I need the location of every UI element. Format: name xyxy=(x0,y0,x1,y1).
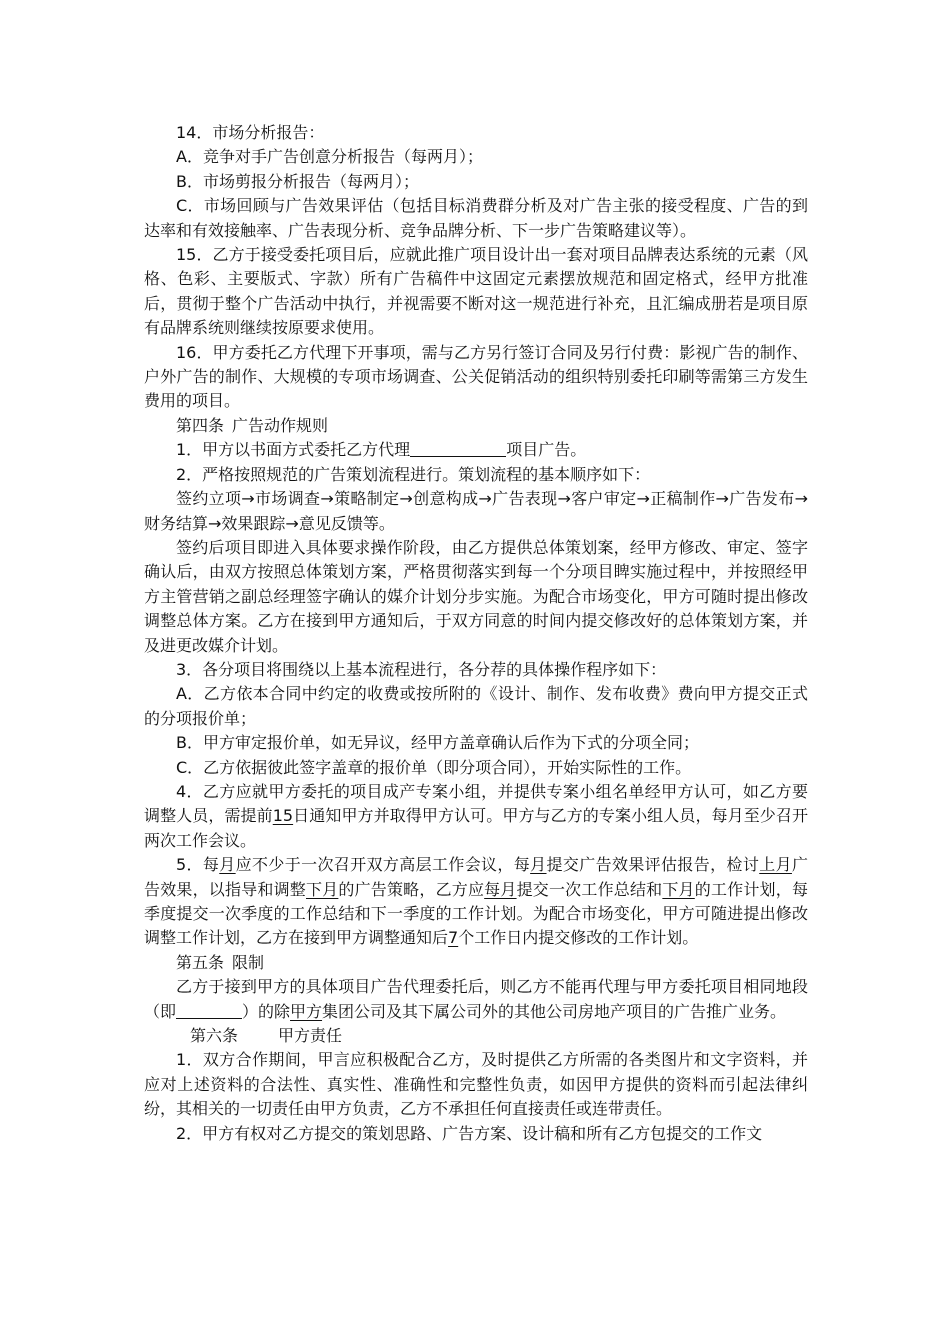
post-signing-paragraph: 签约后项目即进入具体要求操作阶段，由乙方提供总体策划案，经甲方修改、审定、签字确认后，由双方按照总体策划方案，严格贯彻落实到每一个分项目睥实施过程中，并按照经甲方主管营销之副总经理签字确认的媒介计划分步实施。为配合市场变化，甲方可随时提出修改调整总体方案。乙方在接到甲方通知后，于双方同意的时间内提交修改好的总体策划方案，并及进更改媒介计划。 xyxy=(144,537,808,655)
article-4-item-3: 3．各分项目将围绕以上基本流程进行，各分荐的具体操作程序如下： xyxy=(176,659,667,679)
clause-14-b: B．市场剪报分析报告（每两月）； xyxy=(176,171,419,191)
article-6-title: 甲方责任 xyxy=(278,1026,343,1046)
document-page xyxy=(144,121,808,1146)
clause-15: 15．乙方于接受委托项目后，应就此推广项目设计出一套对项目品牌表达系统的元素（风格、色彩、主要版式、字款）所有广告稿件中这固定元素摆放规范和固定格式，经甲方批准后，贯彻于整个广告活动中执行，并视需要不断对这一规范进行补充，且汇编成册若是项目原有品牌系统则继续按原要求使用。 xyxy=(144,245,808,338)
article-4-title: 广告动作规则 xyxy=(232,415,329,435)
article-6-number: 第六条 xyxy=(190,1026,239,1046)
clause-14-c: C．市场回顾与广告效果评估（包括目标消费群分析及对广告主张的接受程度、广告的到达率和有效接触率、广告表现分析、竞争品牌分析、下一步广告策略建议等）。 xyxy=(144,196,808,240)
notice-days: 15 xyxy=(272,806,294,826)
article-6-heading xyxy=(144,1024,808,1048)
article-4-item-4: 4．乙方应就甲方委托的项目成产专案小组，并提供专案小组名单经甲方认可，如乙方要调整人员，需提前15日通知甲方并取得甲方认可。甲方与乙方的专案小组人员，每月至少召开两次工作会议。 xyxy=(144,781,808,850)
article-4-item-5: 5．每月应不少于一次召开双方高层工作会议，每月提交广告效果评估报告，检讨上月广告效果，以指导和调整下月的广告策略，乙方应每月提交一次工作总结和下月的工作计划，每季度提交一次季度的工作总结和下一季度的工作计划。为配合市场变化，甲方可随进提出修改调整工作计划，乙方在接到甲方调整通知后7个工作日内提交修改的工作计划。 xyxy=(144,855,808,948)
clause-16: 16．甲方委托乙方代理下开事项，需与乙方另行签订合同及另行付费：影视广告的制作、户外广告的制作、大规模的专项市场调查、公关促销活动的组织特别委托印刷等需第三方发生费用的项目。 xyxy=(144,342,808,411)
planning-flow: 签约立项→市场调查→策略制定→创意构成→广告表现→客户审定→正稿制作→广告发布→财务结算→效果跟踪→意见反馈等。 xyxy=(144,489,808,533)
article-4-item-3-c: C．乙方依据彼此签字盖章的报价单（即分项合同），开始实际性的工作。 xyxy=(176,757,692,777)
article-4-heading xyxy=(144,414,808,438)
article-5-number: 第五条 xyxy=(176,952,225,972)
article-5-title: 限制 xyxy=(232,952,265,972)
article-6-item-1: 1．双方合作期间，甲言应积极配合乙方，及时提供乙方所需的各类图片和文字资料，并应对上述资料的合法性、真实性、准确性和完整性负责，如因甲方提供的资料而引起法律纠纷，其相关的一切责任由甲方负责，乙方不承担任何直接责任或连带责任。 xyxy=(144,1050,808,1119)
article-6-item-2: 2．甲方有权对乙方提交的策划思路、广告方案、设计稿和所有乙方包提交的工作文 xyxy=(176,1123,763,1143)
clause-14: 14．市场分析报告： xyxy=(176,123,325,142)
article-5-body: 乙方于接到甲方的具体项目广告代理委托后，则乙方不能再代理与甲方委托项目相同地段（即 ）的除甲方集团公司及其下属公司外的其他公司房地产项目的广告推广业务。 xyxy=(144,977,808,1021)
article-4-number: 第四条 xyxy=(176,415,225,435)
article-4-item-1: 1．甲方以书面方式委托乙方代理 项目广告。 xyxy=(176,440,587,460)
article-4-item-2: 2．严格按照规范的广告策划流程进行。策划流程的基本顺序如下： xyxy=(176,464,651,484)
project-name-blank xyxy=(410,439,506,457)
article-5-heading xyxy=(144,951,808,975)
area-blank xyxy=(176,1001,242,1019)
article-4-item-3-b: B．甲方审定报价单，如无异议，经甲方盖章确认后作为下式的分项全同； xyxy=(176,733,699,753)
article-4-item-3-a: A．乙方依本合同中约定的收费或按所附的《设计、制作、发布收费》费向甲方提交正式的分项报价单； xyxy=(144,684,808,728)
workdays-count: 7 xyxy=(448,928,459,948)
clause-14-a: A．竞争对手广告创意分析报告（每两月）； xyxy=(176,147,483,167)
